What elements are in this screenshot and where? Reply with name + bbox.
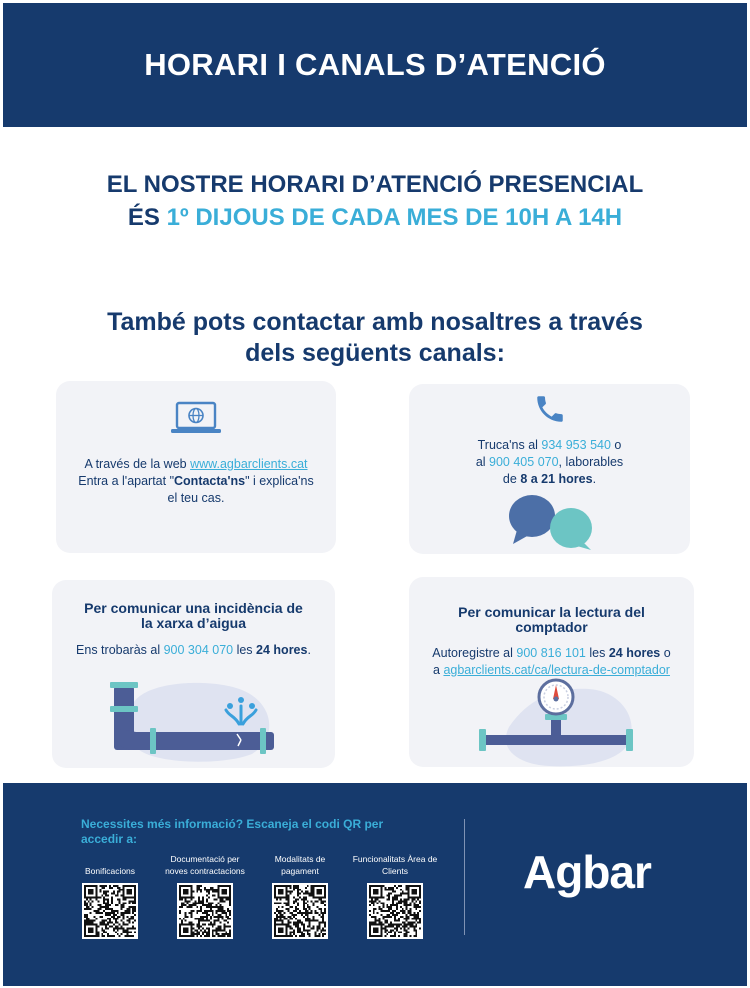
qr-code-icon[interactable] <box>272 883 328 939</box>
qr-code-icon[interactable] <box>82 883 138 939</box>
phone-number-1[interactable]: 934 953 540 <box>541 438 611 452</box>
agbarclients-link[interactable]: www.agbarclients.cat <box>190 457 308 471</box>
top-banner <box>3 3 747 127</box>
qr-label: Funcionalitats Àrea de Clients <box>352 854 438 876</box>
qr-prompt: Necessites més informació? Escaneja el codi QR per accedir a: <box>81 817 384 846</box>
schedule-line-2: ÉS 1º DIJOUS DE CADA MES DE 10H A 14H <box>127 204 623 231</box>
qr-code-icon[interactable] <box>367 883 423 939</box>
water-meter-icon <box>479 677 649 767</box>
meter-reading-card: Per comunicar la lectura del comptador Autoregistre al 900 816 101 les 24 hores o a agbarclients.cat/ca/lectura-de-comptador <box>409 577 694 767</box>
phone-icon <box>533 392 567 426</box>
agbar-logo: Agbar <box>523 846 651 898</box>
footer-banner <box>3 783 747 986</box>
qr-code-icon[interactable] <box>177 883 233 939</box>
schedule-line-1: EL NOSTRE HORARI D’ATENCIÓ PRESENCIAL <box>106 171 644 198</box>
leaking-pipe-icon <box>102 676 292 766</box>
web-channel-card: A través de la web www.agbarclients.cat Entra a l'apartat "Contacta'ns" i explica'ns el teu cas. <box>56 381 336 553</box>
qr-label: Modalitats de pagament <box>274 854 326 876</box>
chat-bubbles-icon <box>503 492 603 552</box>
incident-phone-number[interactable]: 900 304 070 <box>163 643 234 657</box>
schedule-notice <box>0 168 750 234</box>
phone-number-2[interactable]: 900 405 070 <box>489 455 559 469</box>
qr-label: Documentació per noves contractacions <box>165 854 245 876</box>
phone-channel-card: Truca'ns al 934 953 540 o al 900 405 070, laborables de 8 a 21 hores. <box>409 384 690 554</box>
qr-label: Bonificacions <box>84 866 136 876</box>
qr-item-funcionalitats[interactable] <box>350 853 440 944</box>
laptop-globe-icon <box>170 401 222 437</box>
qr-item-documentacio[interactable] <box>160 853 250 944</box>
qr-item-bonificacions[interactable] <box>65 853 155 944</box>
channels-heading: També pots contactar amb nosaltres a través dels següents canals: <box>107 308 643 367</box>
footer-divider <box>464 819 465 935</box>
schedule-highlight: 1º DIJOUS DE CADA MES DE 10H A 14H <box>166 204 623 231</box>
meter-reading-link[interactable]: agbarclients.cat/ca/lectura-de-comptador <box>443 663 670 677</box>
network-incident-card: Per comunicar una incidència de la xarxa d’aigua Ens trobaràs al 900 304 070 les 24 hores. <box>52 580 335 768</box>
meter-phone-number[interactable]: 900 816 101 <box>516 646 586 660</box>
qr-item-modalitats[interactable] <box>255 853 345 944</box>
page-title: HORARI I CANALS D’ATENCIÓ <box>144 47 606 82</box>
